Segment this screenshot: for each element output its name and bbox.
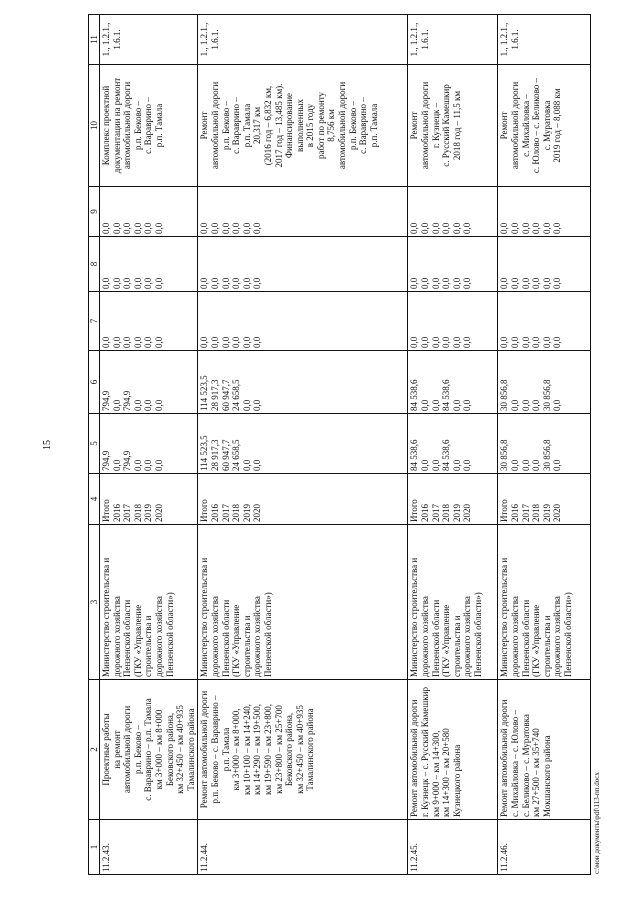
year-label: 2017	[122, 504, 133, 522]
amount-value: 0,0	[531, 222, 542, 234]
amount-value: 114 523,5	[199, 435, 210, 471]
year-label: 2019	[241, 504, 252, 522]
amount-value: 0,0	[153, 399, 164, 411]
amount-value: 794,9	[122, 450, 133, 471]
year-label: 2020	[552, 504, 563, 522]
column-number: 6	[89, 351, 100, 414]
amount-list	[408, 237, 498, 292]
amount-value: 0,0	[101, 277, 111, 289]
amount-value: 0,0	[241, 277, 252, 289]
amount-value: 794,9	[122, 390, 133, 411]
rotated-page-content	[42, 15, 601, 875]
column-number: 3	[89, 525, 100, 680]
amount-value: 0,0	[520, 277, 531, 289]
amount-value: 0,0	[231, 336, 242, 348]
amount-value: 0,0	[430, 459, 441, 471]
amount-value: 0,0	[430, 399, 441, 411]
expected-result: Комплекс проектной документации на ремонт автомобильной дороги р.п. Беково – с. Вараврино – р.п. Тамала	[100, 65, 198, 187]
amount-value: 0,0	[143, 277, 154, 289]
amount-list	[498, 292, 591, 351]
amount-value: 0,0	[541, 222, 552, 234]
amount-value: 0,0	[143, 399, 154, 411]
table-body	[100, 15, 591, 875]
column-number-row	[89, 15, 100, 875]
amount-value: 0,0	[509, 222, 520, 234]
year-label: 2020	[462, 504, 473, 522]
table-row	[408, 15, 498, 875]
amount-value: 0,0	[499, 277, 510, 289]
amount-value: 0,0	[122, 277, 133, 289]
column-number: 1	[89, 820, 100, 875]
row-number: 11.2.45.	[408, 820, 498, 875]
amount-value: 84 538,6	[409, 439, 420, 471]
amount-value: 0,0	[531, 277, 542, 289]
amount-value: 0,0	[441, 277, 452, 289]
amount-value: 0,0	[241, 459, 252, 471]
amount-value: 0,0	[451, 459, 462, 471]
year-label: 2020	[153, 504, 164, 522]
amount-value: 0,0	[552, 336, 563, 348]
amount-value: 0,0	[552, 459, 563, 471]
amount-value: 0,0	[101, 222, 111, 234]
year-list	[408, 474, 498, 525]
work-name: Ремонт автомобильной дороги г. Кузнецк – с. Русский Камешкир км 9+000 – км 14+300, км 14+300 – км 20+580 Кузнецкого района	[408, 680, 498, 820]
amount-list	[198, 292, 408, 351]
amount-value: 0,0	[241, 336, 252, 348]
amount-value: 24 658,5	[231, 439, 242, 471]
amount-value: 0,0	[122, 222, 133, 234]
expected-result: Ремонт автомобильной дороги с. Михайловка – с. Юлово – с. Беликово – с. Муратовка 2019 год – 8,088 км	[498, 65, 591, 187]
year-label: 2018	[531, 504, 542, 522]
year-label: Итого	[409, 499, 420, 522]
amount-value: 0,0	[132, 277, 143, 289]
amount-value: 794,9	[101, 450, 111, 471]
row-number: 11.2.46.	[498, 820, 591, 875]
amount-list	[498, 351, 591, 414]
amount-value: 0,0	[419, 459, 430, 471]
work-name: Ремонт автомобильной дороги р.п. Беково – с. Вараврино – р.п. Тамала км 3+000 – км 8+000, км 10+100 – км 14+240, км 14+290 – км 19+500, км 19+590 – км 23+800, км 23+800 – км 25+700 Бековского района, км 32+450 – км 40+935 Тамалинского района	[198, 680, 408, 820]
amount-value: 0,0	[520, 399, 531, 411]
amount-value: 0,0	[541, 336, 552, 348]
amount-value: 0,0	[153, 277, 164, 289]
amount-value: 0,0	[111, 222, 122, 234]
amount-value: 0,0	[409, 277, 420, 289]
table-row	[498, 15, 591, 875]
amount-list	[100, 292, 198, 351]
expected-result: Ремонт автомобильной дороги р.п. Беково – с. Вараврино – р.п. Тамала 20,317 км (2016 год – 6,832 км, 2017 год – 13,485 км). Финансирование выполненных в 2015 году работ по ремонту 8,756 км автомобильной дороги р.п. Беково – с. Вараврино – р.п. Тамала	[198, 65, 408, 187]
amount-value: 0,0	[111, 277, 122, 289]
column-number: 7	[89, 292, 100, 351]
amount-value: 0,0	[441, 336, 452, 348]
year-list	[198, 474, 408, 525]
amount-value: 0,0	[451, 399, 462, 411]
amount-value: 0,0	[132, 459, 143, 471]
amount-list	[498, 187, 591, 237]
amount-value: 0,0	[153, 222, 164, 234]
amount-value: 0,0	[252, 459, 263, 471]
amount-list	[100, 414, 198, 474]
year-label: 2016	[419, 504, 430, 522]
amount-value: 0,0	[419, 277, 430, 289]
year-label: 2018	[441, 504, 452, 522]
amount-list	[408, 292, 498, 351]
year-label: Итого	[499, 499, 510, 522]
amount-value: 0,0	[209, 222, 220, 234]
year-label: Итого	[101, 499, 111, 522]
footer-file-path: c:\мои документы\pdf\113-пп.docx	[593, 772, 601, 874]
row-number: 11.2.44.	[198, 820, 408, 875]
amount-value: 0,0	[132, 336, 143, 348]
amount-value: 0,0	[199, 277, 210, 289]
amount-value: 30 856,8	[541, 379, 552, 411]
amount-list	[100, 351, 198, 414]
amount-value: 0,0	[252, 336, 263, 348]
amount-value: 0,0	[419, 399, 430, 411]
amount-value: 0,0	[441, 222, 452, 234]
amount-list	[100, 237, 198, 292]
column-number: 9	[89, 187, 100, 237]
page-number: 15	[42, 440, 53, 450]
indicator-refs: 1., 1.2.1., 1.6.1.	[198, 15, 408, 65]
amount-list	[198, 351, 408, 414]
amount-value: 0,0	[122, 336, 133, 348]
amount-value: 0,0	[241, 222, 252, 234]
amount-value: 0,0	[199, 336, 210, 348]
program-table	[88, 14, 591, 875]
amount-value: 0,0	[430, 222, 441, 234]
executor: Министерство строительства и дорожного хозяйства Пензенской области (ГКУ «Управление строительства и дорожного хозяйства Пензенской области»)	[198, 525, 408, 680]
amount-value: 0,0	[499, 336, 510, 348]
amount-value: 0,0	[531, 399, 542, 411]
amount-value: 0,0	[509, 399, 520, 411]
year-label: 2017	[220, 504, 231, 522]
year-label: 2016	[509, 504, 520, 522]
amount-value: 0,0	[541, 277, 552, 289]
column-number: 8	[89, 237, 100, 292]
work-name: Проектные работы на ремонт автомобильной дороги р.п. Беково – с. Вараврино – р.п. Тамала км 3+000 – км 8+000 Бековского района, км 32+450 – км 40+935 Тамалинского района	[100, 680, 198, 820]
amount-value: 0,0	[143, 222, 154, 234]
amount-value: 0,0	[241, 399, 252, 411]
amount-value: 0,0	[520, 336, 531, 348]
year-label: 2016	[111, 504, 122, 522]
year-label: 2017	[520, 504, 531, 522]
amount-value: 84 538,6	[441, 439, 452, 471]
amount-value: 0,0	[153, 336, 164, 348]
executor: Министерство строительства и дорожного хозяйства Пензенской области (ГКУ «Управление строительства и дорожного хозяйства Пензенской области»)	[100, 525, 198, 680]
amount-list	[408, 187, 498, 237]
amount-value: 0,0	[552, 399, 563, 411]
amount-value: 0,0	[499, 222, 510, 234]
amount-value: 60 947,7	[220, 379, 231, 411]
amount-value: 30 856,8	[499, 439, 510, 471]
amount-value: 0,0	[430, 336, 441, 348]
amount-value: 0,0	[462, 277, 473, 289]
amount-value: 0,0	[132, 222, 143, 234]
amount-value: 0,0	[520, 459, 531, 471]
table-row	[198, 15, 408, 875]
amount-value: 0,0	[451, 336, 462, 348]
amount-value: 0,0	[111, 459, 122, 471]
amount-list	[408, 414, 498, 474]
indicator-refs: 1., 1.2.1., 1.6.1.	[100, 15, 198, 65]
amount-value: 0,0	[451, 277, 462, 289]
amount-value: 0,0	[451, 222, 462, 234]
amount-value: 84 538,6	[441, 379, 452, 411]
table-row	[100, 15, 198, 875]
amount-value: 0,0	[552, 277, 563, 289]
amount-list	[198, 187, 408, 237]
amount-value: 0,0	[509, 277, 520, 289]
year-label: 2018	[132, 504, 143, 522]
amount-value: 0,0	[220, 222, 231, 234]
amount-value: 114 523,5	[199, 375, 210, 411]
amount-value: 0,0	[531, 459, 542, 471]
amount-value: 0,0	[220, 277, 231, 289]
amount-value: 0,0	[462, 222, 473, 234]
amount-value: 0,0	[409, 222, 420, 234]
year-label: 2017	[430, 504, 441, 522]
year-label: 2018	[231, 504, 242, 522]
amount-list	[408, 351, 498, 414]
executor: Министерство строительства и дорожного хозяйства Пензенской области (ГКУ «Управление строительства и дорожного хозяйства Пензенской области»)	[408, 525, 498, 680]
year-label: 2019	[541, 504, 552, 522]
amount-value: 0,0	[153, 459, 164, 471]
amount-value: 0,0	[209, 277, 220, 289]
amount-value: 0,0	[132, 399, 143, 411]
amount-value: 0,0	[143, 336, 154, 348]
amount-value: 0,0	[111, 399, 122, 411]
amount-value: 794,9	[101, 390, 111, 411]
amount-value: 0,0	[143, 459, 154, 471]
amount-value: 0,0	[520, 222, 531, 234]
table-head	[89, 15, 100, 875]
amount-value: 0,0	[430, 277, 441, 289]
amount-value: 60 947,7	[220, 439, 231, 471]
amount-value: 84 538,6	[409, 379, 420, 411]
amount-value: 0,0	[509, 336, 520, 348]
amount-value: 0,0	[111, 336, 122, 348]
amount-list	[198, 237, 408, 292]
amount-value: 0,0	[252, 222, 263, 234]
amount-list	[100, 187, 198, 237]
amount-list	[198, 414, 408, 474]
amount-value: 28 917,3	[209, 379, 220, 411]
amount-value: 0,0	[552, 222, 563, 234]
amount-value: 24 658,5	[231, 379, 242, 411]
amount-value: 0,0	[252, 277, 263, 289]
amount-value: 30 856,8	[541, 439, 552, 471]
year-list	[498, 474, 591, 525]
amount-value: 30 856,8	[499, 379, 510, 411]
amount-value: 0,0	[209, 336, 220, 348]
expected-result: Ремонт автомобильной дороги г. Кузнецк – с. Русский Камешкир 2018 год – 11,5 км	[408, 65, 498, 187]
row-number: 11.2.43.	[100, 820, 198, 875]
year-label: 2016	[209, 504, 220, 522]
year-label: 2020	[252, 504, 263, 522]
year-label: Итого	[199, 499, 210, 522]
amount-list	[498, 237, 591, 292]
amount-value: 0,0	[419, 222, 430, 234]
amount-value: 0,0	[509, 459, 520, 471]
year-label: 2019	[143, 504, 154, 522]
amount-value: 0,0	[462, 399, 473, 411]
amount-value: 0,0	[462, 336, 473, 348]
column-number: 10	[89, 65, 100, 187]
indicator-refs: 1., 1.2.1., 1.6.1.	[498, 15, 591, 65]
amount-value: 0,0	[220, 336, 231, 348]
amount-value: 0,0	[531, 336, 542, 348]
amount-value: 0,0	[252, 399, 263, 411]
executor: Министерство строительства и дорожного хозяйства Пензенской области (ГКУ «Управление строительства и дорожного хозяйства Пензенской области»)	[498, 525, 591, 680]
year-label: 2019	[451, 504, 462, 522]
column-number: 11	[89, 15, 100, 65]
year-list	[100, 474, 198, 525]
amount-value: 0,0	[101, 336, 111, 348]
amount-value: 0,0	[419, 336, 430, 348]
column-number: 4	[89, 474, 100, 525]
amount-value: 0,0	[462, 459, 473, 471]
amount-value: 0,0	[231, 277, 242, 289]
amount-list	[498, 414, 591, 474]
work-name: Ремонт автомобильной дороги с. Михайловка – с. Юлово – с. Беликово – с. Муратовка км 27+500 – км 35+740 Мокшанского района	[498, 680, 591, 820]
column-number: 5	[89, 414, 100, 474]
amount-value: 0,0	[409, 336, 420, 348]
indicator-refs: 1., 1.2.1., 1.6.1.	[408, 15, 498, 65]
amount-value: 28 917,3	[209, 439, 220, 471]
column-number: 2	[89, 680, 100, 820]
amount-value: 0,0	[199, 222, 210, 234]
amount-value: 0,0	[231, 222, 242, 234]
